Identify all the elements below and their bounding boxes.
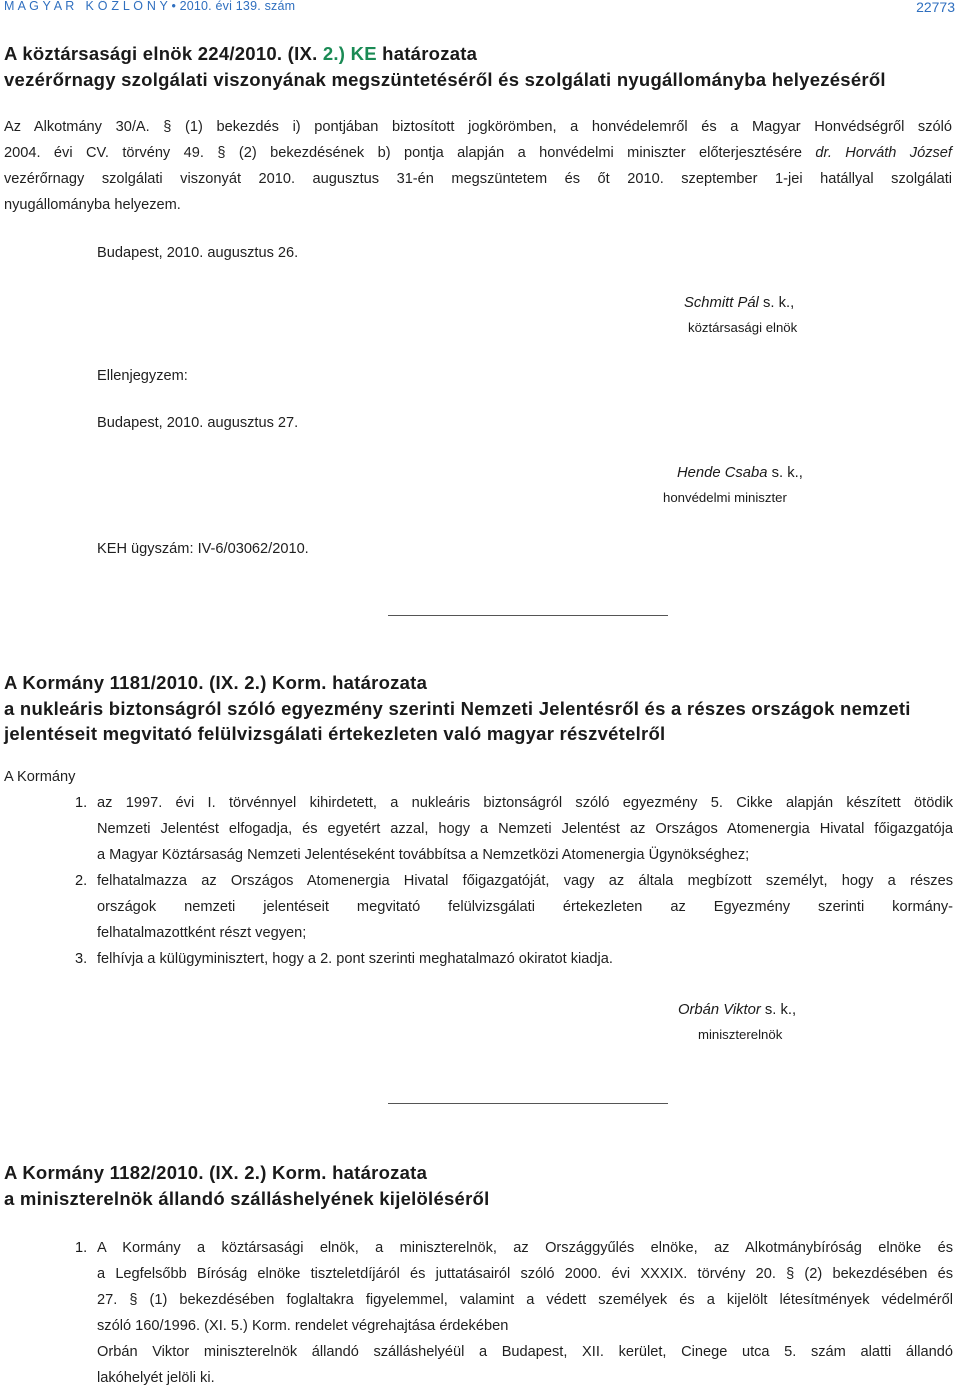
signer2-title: honvédelmi miniszter bbox=[663, 490, 787, 505]
d3-line2: a Legfelsőbb Bíróság elnöke tiszteletdíjáról és juttatásairól szóló 2000. évi XXXIX. törvény 20. § (2) bekezdésében és bbox=[97, 1266, 953, 1282]
item-number: 1. bbox=[75, 1240, 88, 1256]
item3-line1: felhívja a külügyminisztert, hogy a 2. pont szerinti meghatalmazó okiratot kiadja. bbox=[97, 951, 613, 967]
item1-line2: Nemzeti Jelentést elfogadja, és egyetért azzal, hogy a Nemzeti Jelentést az Országos Atomenergia Hivatal főigazgatója bbox=[97, 821, 953, 837]
item1-line1: az 1997. évi I. törvénnyel kihirdetett, a nukleáris biztonságról szóló egyezmény 5. Cikke alapján készített ötödik bbox=[97, 795, 953, 811]
decision2-title-line1: A Kormány 1181/2010. (IX. 2.) Korm. határozata bbox=[4, 672, 428, 693]
d3-line3: 27. § (1) bekezdésében foglaltakra figyelemmel, valamint a védett személyek és a kijelölt létesítmények védelméről bbox=[97, 1292, 953, 1308]
section-divider bbox=[388, 1103, 668, 1104]
place-date-2: Budapest, 2010. augusztus 27. bbox=[97, 415, 299, 431]
place-date-1: Budapest, 2010. augusztus 26. bbox=[97, 245, 299, 261]
decision1-para-line1: Az Alkotmány 30/A. § (1) bekezdés i) pontjában biztosított jogkörömben, a honvédelemről és a Magyar Honvédségről szóló bbox=[4, 119, 952, 135]
item-number: 3. bbox=[75, 951, 88, 967]
bullet-separator: • bbox=[171, 0, 176, 13]
issue-number: 2010. évi 139. szám bbox=[179, 0, 296, 13]
case-number: KEH ügyszám: IV-6/03062/2010. bbox=[97, 541, 309, 557]
decision2-title-line3: jelentéseit megvitató felülvizsgálati értekezleten való magyar részvételről bbox=[4, 723, 666, 744]
d3-line6: lakóhelyét jelöli ki. bbox=[97, 1370, 215, 1386]
d3-line1: A Kormány a köztársasági elnök, a miniszterelnök, az Országgyűlés elnöke, az Alkotmánybíróság elnöke és bbox=[97, 1240, 953, 1256]
decision2-title-line2: a nukleáris biztonságról szóló egyezmény szerinti Nemzeti Jelentésről és a részes országok nemzeti bbox=[4, 698, 911, 719]
decision1-para-line2: 2004. évi CV. törvény 49. § (2) bekezdésének b) pontja alapján a honvédelmi miniszter előterjesztésére dr. Horváth József bbox=[4, 145, 952, 161]
journal-name: M A G Y A R K Ö Z L Ö N Y bbox=[4, 0, 168, 13]
running-header bbox=[4, 0, 295, 13]
signer2-name: Hende Csaba s. k., bbox=[677, 465, 803, 481]
signer1-title: köztársasági elnök bbox=[688, 320, 798, 335]
decision3-title-line1: A Kormány 1182/2010. (IX. 2.) Korm. határozata bbox=[4, 1162, 428, 1183]
item-number: 2. bbox=[75, 873, 88, 889]
item-number: 1. bbox=[75, 795, 88, 811]
item1-line3: a Magyar Köztársaság Nemzeti Jelentéseként továbbítsa a Nemzetközi Atomenergia Ügynökséghez; bbox=[97, 847, 750, 863]
signer3-name: Orbán Viktor s. k., bbox=[678, 1002, 797, 1018]
d3-line4: szóló 160/1996. (XI. 5.) Korm. rendelet végrehajtása érdekében bbox=[97, 1318, 509, 1334]
countersign-label: Ellenjegyzem: bbox=[97, 368, 188, 384]
decision2-intro: A Kormány bbox=[4, 769, 76, 785]
decision1-title-line1: A köztársasági elnök 224/2010. (IX. 2.) KE határozata bbox=[4, 43, 478, 64]
decision1-title-line2: vezérőrnagy szolgálati viszonyának megszüntetéséről és szolgálati nyugállományba helyezéséről bbox=[4, 69, 886, 90]
page-number: 22773 bbox=[916, 0, 955, 15]
decision3-title-line2: a miniszterelnök állandó szálláshelyének kijelöléséről bbox=[4, 1188, 490, 1209]
section-divider bbox=[388, 615, 668, 616]
signer1-name: Schmitt Pál s. k., bbox=[684, 295, 795, 311]
decision1-para-line3: vezérőrnagy szolgálati viszonyát 2010. augusztus 31-én megszüntetem és őt 2010. szeptember 1-jei hatállyal szolgálati bbox=[4, 171, 952, 187]
d3-line5: Orbán Viktor miniszterelnök állandó szálláshelyéül a Budapest, XII. kerület, Cinege utca 5. szám alatti állandó bbox=[97, 1344, 953, 1360]
decision1-para-line4: nyugállományba helyezem. bbox=[4, 197, 181, 213]
item2-line1: felhatalmazza az Országos Atomenergia Hivatal főigazgatóját, vagy az általa megbízott személyt, hogy a részes bbox=[97, 873, 953, 889]
named-person: dr. Horváth József bbox=[815, 145, 952, 161]
item2-line2: országok nemzeti jelentéseit megvitató felülvizsgálati értekezleten az Egyezmény szerinti kormány- bbox=[97, 899, 953, 915]
signer3-title: miniszterelnök bbox=[698, 1027, 783, 1042]
item2-line3: felhatalmazottként részt vegyen; bbox=[97, 925, 307, 941]
